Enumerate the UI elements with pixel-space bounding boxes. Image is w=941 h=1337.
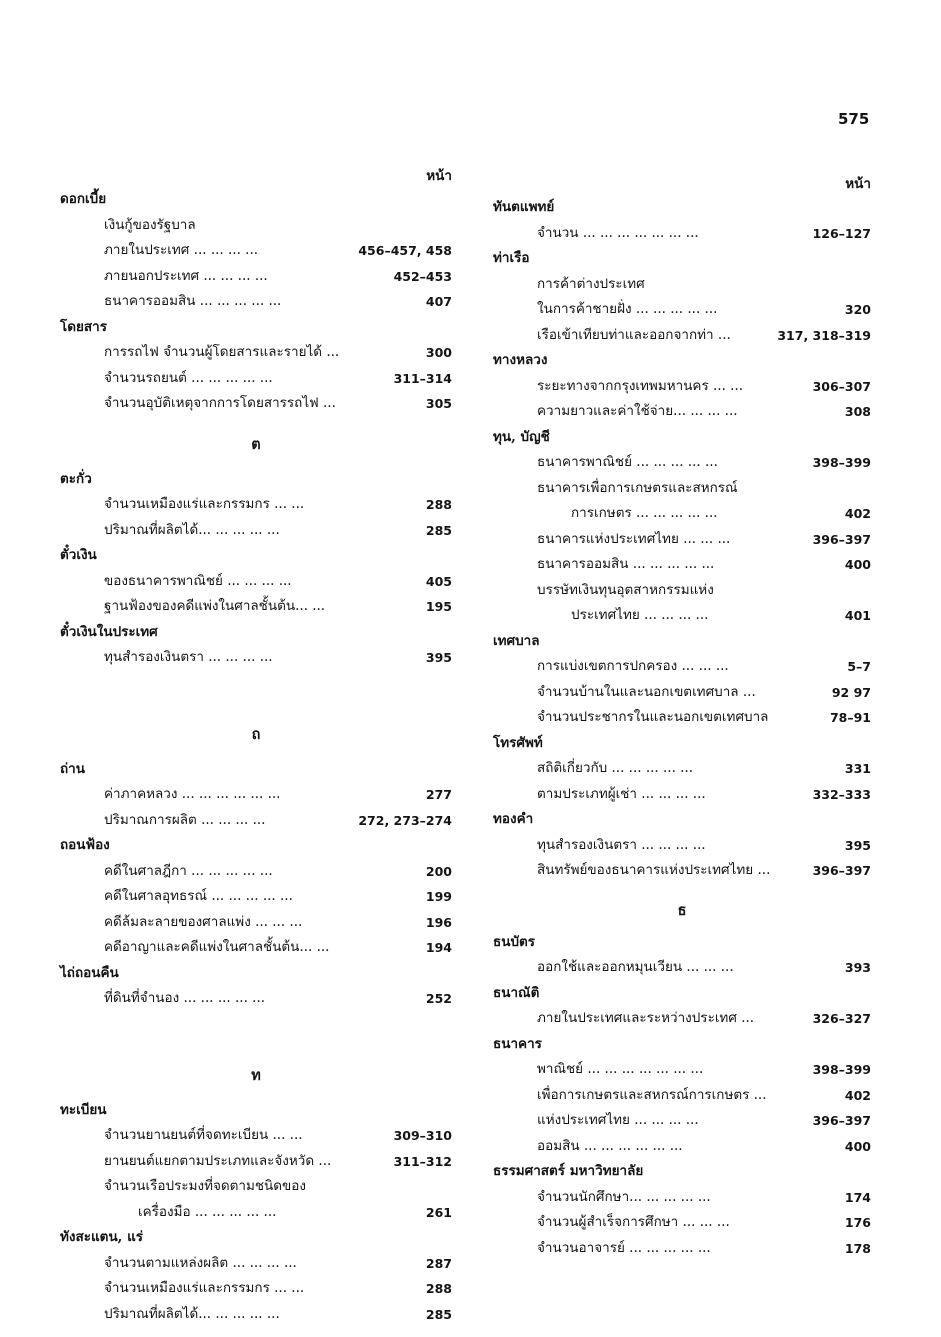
page-reference: 400	[844, 1138, 871, 1154]
index-entry-label: ประเทศไทย ... ... ... ...	[571, 607, 709, 623]
page-reference: 305	[425, 396, 452, 411]
index-heading: ทะเบียน	[60, 1101, 107, 1118]
index-heading-row	[60, 833, 452, 859]
index-entry-label: การรถไฟ จำนวนผู้โดยสารและรายได้ ...	[104, 344, 340, 360]
index-entries-left	[60, 187, 452, 1327]
index-entry-row	[60, 594, 452, 620]
page-reference: 401	[844, 608, 871, 623]
index-heading: ธรรมศาสตร์ มหาวิทยาลัย	[493, 1163, 644, 1179]
index-entry-label: แห่งประเทศไทย ... ... ... ...	[537, 1112, 699, 1128]
index-heading: ทองคำ	[493, 811, 534, 827]
index-entry-label: ทุนสำรองเงินตรา ... ... ... ...	[104, 649, 273, 665]
index-entry-row	[493, 1134, 871, 1160]
index-entry-label: ธนาคารออมสิน ... ... ... ... ...	[537, 556, 715, 572]
page-reference: 306–307	[812, 378, 871, 394]
page-reference: 195	[425, 599, 452, 614]
index-entry-row	[493, 1006, 871, 1032]
index-heading: ทันตแพทย์	[493, 199, 555, 215]
index-heading-row	[493, 731, 871, 757]
index-heading-row	[60, 1098, 452, 1124]
page-reference: 405	[425, 573, 452, 589]
index-heading: ธนาณัติ	[493, 984, 540, 1001]
index-entry-row	[60, 492, 452, 518]
index-heading-row	[60, 543, 452, 569]
page-reference: 317, 318–319	[777, 327, 871, 343]
index-heading-row	[60, 315, 452, 341]
page-reference: 402	[844, 506, 871, 521]
index-entry-label: ทุนสำรองเงินตรา ... ... ... ...	[537, 836, 706, 853]
index-heading-row	[493, 348, 871, 374]
section-spacer	[60, 1012, 452, 1048]
index-entry-label: ในการค้าชายฝั่ง ... ... ... ... ...	[537, 301, 718, 317]
page-reference: 456–457, 458	[358, 243, 452, 258]
index-entry-label: ธนาคารแห่งประเทศไทย ... ... ...	[537, 530, 731, 547]
index-entry-row	[493, 1210, 871, 1236]
index-entry-row	[60, 1200, 452, 1226]
page-reference: 285	[425, 1306, 452, 1322]
index-entry-label: จำนวนเหมืองแร่และกรรมกร ... ...	[104, 496, 305, 512]
index-entry-row	[493, 680, 871, 706]
index-entry-label: คดีในศาลฎีกา ... ... ... ... ...	[104, 862, 273, 879]
index-column-right	[493, 173, 871, 1261]
index-heading-row	[493, 1032, 871, 1058]
index-heading-row	[493, 1159, 871, 1185]
index-entry-row	[493, 756, 871, 782]
page-reference: 331	[844, 761, 871, 776]
page-reference: 272, 273–274	[358, 812, 452, 828]
index-entry-label: ธนาคารพาณิชย์ ... ... ... ... ...	[537, 454, 718, 470]
section-letter: ถ	[251, 725, 261, 743]
index-entry-row	[60, 935, 452, 961]
index-entry-label: ออกใช้และออกหมุนเวียน ... ... ...	[537, 959, 734, 975]
section-letter: ธ	[677, 901, 687, 919]
index-entry-row	[493, 1185, 871, 1211]
index-entry-row	[60, 782, 452, 808]
index-heading-row	[60, 620, 452, 646]
index-entry-row	[60, 391, 452, 417]
index-entry-label: จำนวนตามแหล่งผลิต ... ... ... ...	[104, 1254, 297, 1271]
index-heading: ถอนฟ้อง	[60, 837, 110, 853]
index-entry-label: ระยะทางจากกรุงเทพมหานคร ... ...	[537, 377, 744, 394]
index-entry-label: จำนวนผู้สำเร็จการศึกษา ... ... ...	[537, 1214, 730, 1230]
page-column-header: หน้า	[426, 168, 452, 184]
page-number: 575	[838, 110, 870, 128]
index-heading: ทังสะแตน, แร่	[60, 1229, 144, 1245]
index-entry-row	[60, 1123, 452, 1149]
page-reference: 277	[425, 787, 452, 802]
index-entry-row	[493, 955, 871, 981]
index-entry-label: ปริมาณที่ผลิตได้... ... ... ... ...	[104, 521, 280, 538]
index-entry-label: ออมสิน ... ... ... ... ... ...	[537, 1137, 683, 1154]
index-entry-label: ความยาวและค่าใช้จ่าย... ... ... ...	[537, 403, 738, 419]
page-reference: 400	[844, 557, 871, 572]
index-entry-label: สินทรัพย์ของธนาคารแห่งประเทศไทย ...	[537, 862, 771, 878]
page-reference: 92 97	[831, 684, 871, 700]
page-reference: 311–312	[393, 1153, 452, 1169]
index-entry-label: สถิติเกี่ยวกับ ... ... ... ... ...	[537, 760, 694, 776]
page-reference: 261	[425, 1204, 452, 1220]
index-heading-row	[60, 961, 452, 987]
index-heading: ถ่าน	[60, 760, 85, 777]
page-reference: 78–91	[829, 710, 871, 725]
index-entry-row	[493, 833, 871, 859]
page-reference: 199	[425, 889, 452, 904]
index-heading: ธนาคาร	[493, 1035, 542, 1052]
index-heading: ท่าเรือ	[493, 250, 530, 266]
page-reference: 407	[425, 294, 452, 309]
page-reference: 402	[844, 1087, 871, 1103]
page-reference: 398–399	[812, 1062, 871, 1077]
index-entry-row	[60, 518, 452, 544]
page-reference: 398–399	[812, 455, 871, 470]
index-entry-label: เงินกู้ของรัฐบาล	[104, 216, 196, 233]
page-reference: 196	[425, 914, 452, 930]
page-reference: 393	[844, 960, 871, 975]
index-entry-label: คดีในศาลอุทธรณ์ ... ... ... ... ...	[104, 888, 293, 904]
page-reference: 178	[844, 1240, 871, 1256]
index-entry-row	[60, 1251, 452, 1277]
page-reference: 311–314	[393, 370, 452, 386]
index-entry-row	[493, 552, 871, 578]
page-reference: 308	[844, 404, 871, 419]
page-reference: 395	[425, 650, 452, 665]
page-reference: 200	[425, 863, 452, 879]
index-entry-row	[60, 859, 452, 885]
index-heading-row	[60, 1225, 452, 1251]
page-reference: 176	[844, 1215, 871, 1230]
index-heading-row	[493, 629, 871, 655]
index-entry-label: ภายนอกประเทศ ... ... ... ...	[104, 267, 268, 284]
index-heading: ธนบัตร	[493, 933, 536, 950]
index-entry-row	[493, 654, 871, 680]
index-entry-label: ค่าภาคหลวง ... ... ... ... ... ...	[104, 786, 281, 802]
page-reference: 252	[425, 991, 452, 1006]
page-reference: 326–327	[812, 1011, 871, 1026]
index-entry-label: การค้าต่างประเทศ	[537, 275, 645, 292]
page-reference: 300	[425, 345, 452, 360]
index-entries-right	[493, 195, 871, 1261]
index-heading: เทศบาล	[493, 632, 540, 649]
index-entry-label: ตามประเภทผู้เช่า ... ... ... ...	[537, 785, 706, 802]
index-entry-row	[493, 705, 871, 731]
index-entry-label: จำนวนบ้านในและนอกเขตเทศบาล ...	[537, 683, 756, 700]
index-entry-row	[60, 1276, 452, 1302]
index-entry-row	[493, 323, 871, 349]
index-entry-label: ปริมาณการผลิต ... ... ... ...	[104, 811, 266, 828]
section-spacer	[60, 671, 452, 707]
page-reference: 5–7	[847, 659, 871, 674]
index-entry-label: เรือเข้าเทียบท่าและออกจากท่า ...	[537, 326, 731, 343]
index-heading-row	[493, 195, 871, 221]
index-entry-label: บรรษัทเงินทุนอุตสาหกรรมแห่ง	[537, 581, 714, 598]
page-reference: 285	[425, 522, 452, 538]
index-heading: ตะกั่ว	[60, 470, 92, 487]
index-entry-label: จำนวนเหมืองแร่และกรรมกร ... ...	[104, 1280, 305, 1296]
index-entry-row	[60, 213, 452, 239]
index-entry-label: คดีล้มละลายของศาลแพ่ง ... ... ...	[104, 913, 303, 930]
index-entry-row	[493, 476, 871, 502]
index-entry-row	[60, 1149, 452, 1175]
index-entry-label: ที่ดินที่จำนอง ... ... ... ... ...	[104, 990, 266, 1006]
index-heading: โดยสาร	[60, 318, 107, 335]
index-heading-row	[60, 467, 452, 493]
index-entry-row	[60, 910, 452, 936]
index-entry-row	[493, 782, 871, 808]
index-entry-label: คดีอาญาและคดีแพ่งในศาลชั้นต้น... ...	[104, 939, 330, 955]
index-entry-row	[493, 527, 871, 553]
page-reference: 396–397	[812, 531, 871, 547]
index-heading-row	[60, 187, 452, 213]
index-entry-label: จำนวนเรือประมงที่จดตามชนิดของ	[104, 1178, 306, 1194]
index-entry-label: ภายในประเทศและระหว่างประเทศ ...	[537, 1010, 755, 1026]
index-entry-row	[493, 450, 871, 476]
page-reference: 309–310	[393, 1128, 452, 1143]
index-entry-row	[60, 366, 452, 392]
index-entry-row	[493, 1108, 871, 1134]
index-entry-row	[493, 1057, 871, 1083]
index-entry-row	[60, 884, 452, 910]
index-heading: ตั๋วเงินในประเทศ	[60, 623, 158, 640]
index-heading-row	[493, 981, 871, 1007]
index-heading: ทุน, บัญชี	[493, 428, 550, 445]
index-entry-label: การเกษตร ... ... ... ... ...	[571, 505, 718, 521]
page-reference: 452–453	[393, 268, 452, 284]
index-entry-label: ภายในประเทศ ... ... ... ...	[104, 242, 259, 258]
page-reference: 194	[425, 940, 452, 955]
index-entry-label: จำนวนประชากรในและนอกเขตเทศบาล	[537, 709, 769, 725]
index-entry-label: จำนวนยานยนต์ที่จดทะเบียน ... ...	[104, 1127, 303, 1143]
index-entry-label: จำนวน ... ... ... ... ... ... ...	[537, 224, 699, 241]
index-heading-row	[493, 425, 871, 451]
page-column-header: หน้า	[845, 176, 871, 192]
page-reference: 396–397	[812, 863, 871, 878]
index-entry-row	[60, 1174, 452, 1200]
index-entry-row	[60, 238, 452, 264]
index-entry-label: จำนวนอาจารย์ ... ... ... ... ...	[537, 1239, 711, 1256]
index-heading-row	[493, 807, 871, 833]
page-reference: 332–333	[812, 786, 871, 802]
index-entry-row	[60, 1302, 452, 1328]
index-entry-row	[60, 808, 452, 834]
index-entry-label: ธนาคารเพื่อการเกษตรและสหกรณ์	[537, 479, 738, 496]
index-entry-label: จำนวนนักศึกษา... ... ... ... ...	[537, 1188, 711, 1205]
index-entry-row	[493, 297, 871, 323]
page-reference: 174	[844, 1189, 871, 1205]
index-entry-label: ฐานฟ้องของคดีแพ่งในศาลชั้นต้น... ...	[104, 598, 326, 614]
index-entry-row	[493, 501, 871, 527]
index-entry-label: ธนาคารออมสิน ... ... ... ... ...	[104, 293, 282, 309]
index-entry-label: จำนวนอุบัติเหตุจากการโดยสารรถไฟ ...	[104, 395, 336, 411]
index-entry-row	[60, 289, 452, 315]
index-entry-label: ยานยนต์แยกตามประเภทและจังหวัด ...	[104, 1152, 332, 1169]
index-heading: ตั๋วเงิน	[60, 547, 97, 563]
index-entry-row	[60, 340, 452, 366]
index-entry-label: เครื่องมือ ... ... ... ... ...	[138, 1203, 277, 1220]
index-entry-label: ปริมาณที่ผลิตได้... ... ... ... ...	[104, 1305, 280, 1322]
index-column-left	[60, 165, 452, 1327]
page-reference: 395	[844, 837, 871, 853]
section-letter: ท	[251, 1066, 261, 1084]
index-entry-row	[493, 858, 871, 884]
index-heading-row	[60, 757, 452, 783]
section-letter: ต	[251, 435, 261, 453]
index-heading: ไถ่ถอนคืน	[60, 964, 119, 981]
index-entry-label: เพื่อการเกษตรและสหกรณ์การเกษตร ...	[537, 1086, 767, 1103]
page-reference: 288	[425, 497, 452, 512]
index-entry-label: พาณิชย์ ... ... ... ... ... ... ...	[537, 1061, 704, 1077]
index-entry-row	[60, 645, 452, 671]
page-reference: 287	[425, 1255, 452, 1271]
index-entry-row	[493, 603, 871, 629]
index-heading: ดอกเบี้ย	[60, 191, 107, 207]
index-entry-row	[493, 221, 871, 247]
index-heading: โทรศัพท์	[493, 734, 543, 751]
index-entry-row	[60, 569, 452, 595]
page-reference: 320	[844, 302, 871, 317]
index-entry-row	[493, 374, 871, 400]
index-entry-label: จำนวนรถยนต์ ... ... ... ... ...	[104, 369, 273, 386]
index-entry-row	[493, 1236, 871, 1262]
page-reference: 396–397	[812, 1113, 871, 1128]
index-entry-row	[493, 272, 871, 298]
index-entry-label: การแบ่งเขตการปกครอง ... ... ...	[537, 658, 729, 674]
index-entry-label: ของธนาคารพาณิชย์ ... ... ... ...	[104, 572, 292, 589]
index-entry-row	[60, 986, 452, 1012]
index-heading-row	[493, 246, 871, 272]
page-reference: 288	[425, 1281, 452, 1296]
index-heading: ทางหลวง	[493, 352, 548, 368]
index-heading-row	[493, 930, 871, 956]
index-entry-row	[493, 399, 871, 425]
index-entry-row	[493, 578, 871, 604]
page-reference: 126–127	[812, 225, 871, 241]
index-entry-row	[493, 1083, 871, 1109]
index-entry-row	[60, 264, 452, 290]
